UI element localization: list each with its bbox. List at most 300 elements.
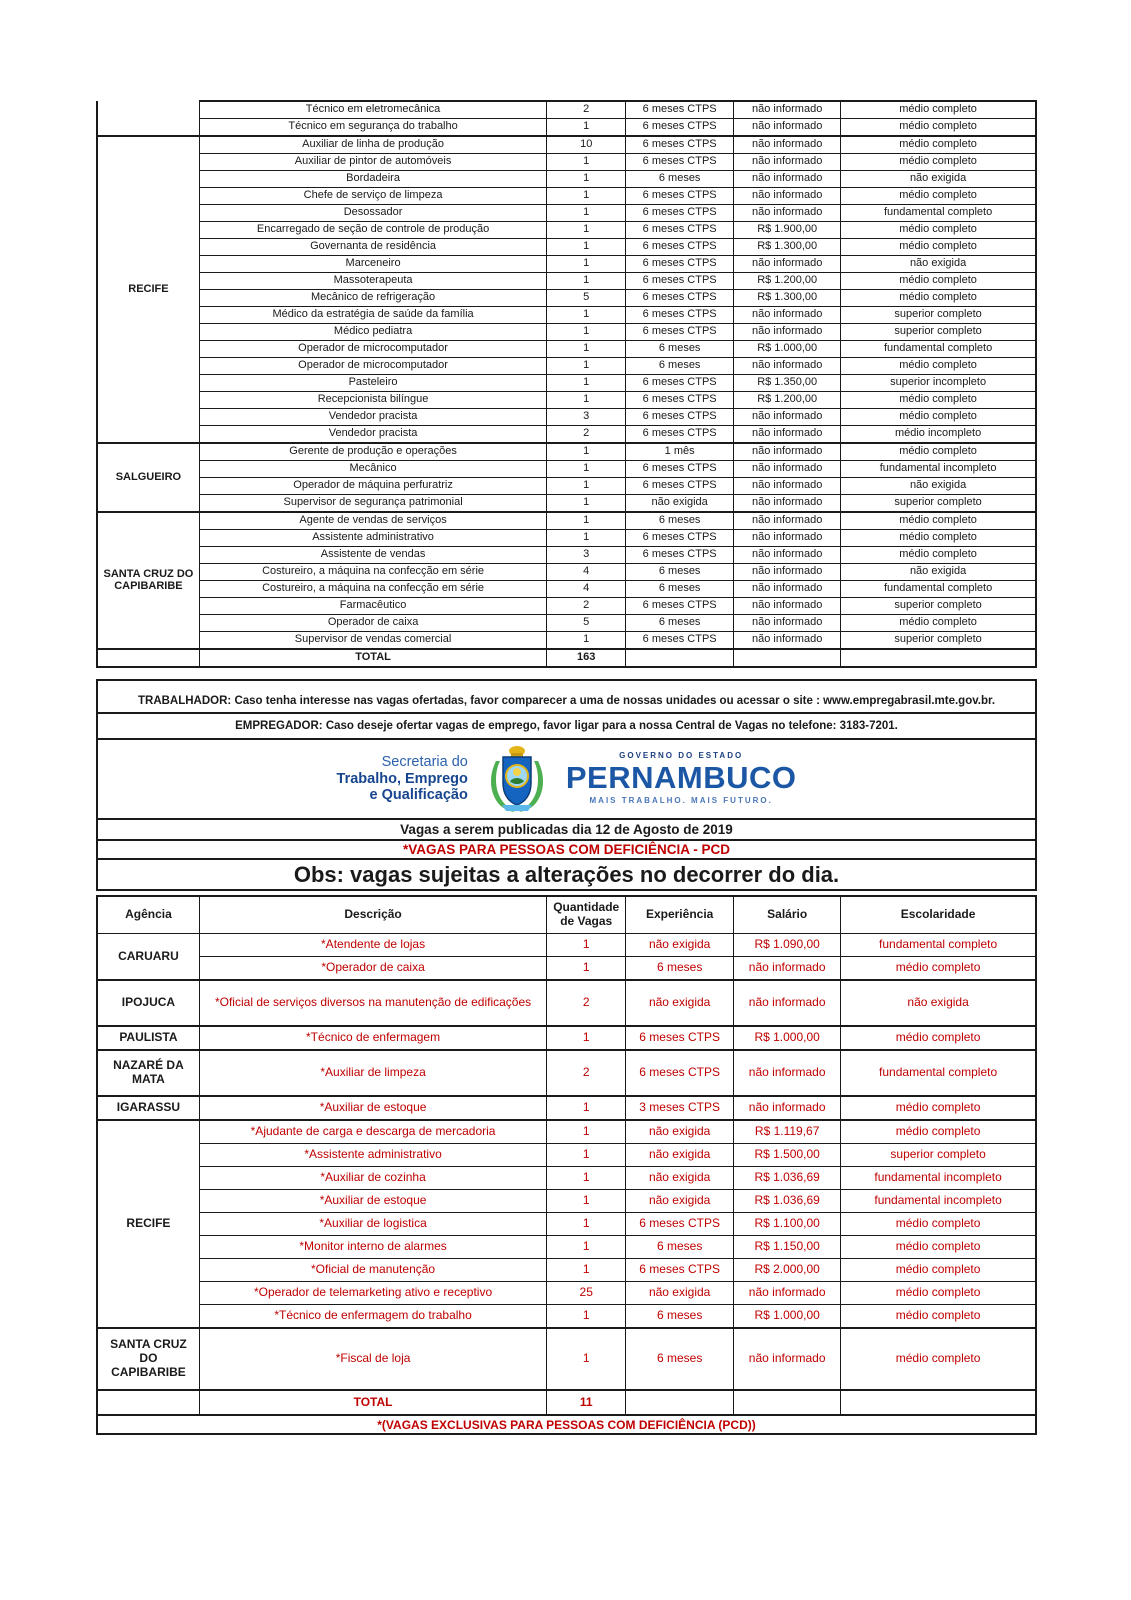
experience-cell: 6 meses — [626, 564, 734, 581]
education-cell: não exigida — [841, 478, 1036, 495]
salary-cell: não informado — [734, 256, 841, 273]
secretaria-line3: e Qualificação — [369, 787, 468, 804]
experience-cell: 6 meses — [626, 581, 734, 598]
experience-cell: 6 meses CTPS — [626, 426, 734, 444]
header-escolaridade: Escolaridade — [841, 896, 1036, 934]
quantity-cell: 1 — [547, 957, 626, 981]
salary-cell: não informado — [734, 530, 841, 547]
table-row — [97, 409, 1036, 426]
description-cell: Massoterapeuta — [199, 273, 546, 290]
quantity-cell: 1 — [547, 1305, 626, 1329]
table-row — [97, 478, 1036, 495]
description-cell: Médico pediatra — [199, 324, 546, 341]
description-cell: Recepcionista bilíngue — [199, 392, 546, 409]
experience-cell: 6 meses CTPS — [626, 324, 734, 341]
table-row — [97, 256, 1036, 273]
education-cell: não exigida — [841, 256, 1036, 273]
secretaria-line2: Trabalho, Emprego — [336, 770, 468, 787]
experience-cell: não exigida — [626, 1282, 734, 1305]
table-row — [97, 1328, 1036, 1390]
salary-cell: não informado — [734, 119, 841, 137]
quantity-cell: 1 — [547, 375, 626, 392]
quantity-cell: 3 — [547, 409, 626, 426]
salary-cell: R$ 1.119,67 — [734, 1120, 841, 1144]
education-cell: fundamental completo — [841, 934, 1036, 957]
total-value-cell: 11 — [547, 1390, 626, 1415]
salary-cell: R$ 1.900,00 — [734, 222, 841, 239]
employer-note — [96, 712, 1037, 740]
quantity-cell: 1 — [547, 358, 626, 375]
total-value-cell: 163 — [547, 649, 626, 667]
table-row — [97, 205, 1036, 222]
education-cell: fundamental incompleto — [841, 1190, 1036, 1213]
agency-cell: SALGUEIRO — [97, 443, 199, 512]
quantity-cell: 10 — [547, 136, 626, 154]
table-row — [97, 426, 1036, 444]
salary-cell: não informado — [734, 957, 841, 981]
salary-cell: não informado — [734, 980, 841, 1026]
education-cell — [841, 1390, 1036, 1415]
header-quantidade: Quantidade de Vagas — [547, 896, 626, 934]
salary-cell: R$ 1.000,00 — [734, 341, 841, 358]
table-row — [97, 239, 1036, 256]
table-row — [97, 564, 1036, 581]
quantity-cell: 3 — [547, 547, 626, 564]
experience-cell: não exigida — [626, 1144, 734, 1167]
quantity-cell: 25 — [547, 1282, 626, 1305]
quantity-cell: 1 — [547, 188, 626, 205]
governo-wordmark — [566, 752, 797, 806]
agency-cell: IPOJUCA — [97, 980, 199, 1026]
education-cell: superior completo — [841, 495, 1036, 513]
salary-cell: não informado — [734, 581, 841, 598]
table-row — [97, 581, 1036, 598]
table-row — [97, 598, 1036, 615]
education-cell: médio completo — [841, 1096, 1036, 1120]
experience-cell: 6 meses — [626, 1328, 734, 1390]
quantity-cell: 5 — [547, 615, 626, 632]
experience-cell: 6 meses CTPS — [626, 632, 734, 650]
pernambuco-label: PERNAMBUCO — [565, 759, 797, 795]
description-cell: Vendedor pracista — [199, 426, 546, 444]
description-cell: Auxiliar de pintor de automóveis — [199, 154, 546, 171]
salary-cell: não informado — [734, 1282, 841, 1305]
table-row — [97, 1282, 1036, 1305]
pcd-title-banner: *VAGAS PARA PESSOAS COM DEFICIÊNCIA - PCD — [96, 839, 1037, 860]
quantity-cell: 1 — [547, 324, 626, 341]
salary-cell: R$ 1.000,00 — [734, 1026, 841, 1050]
education-cell: superior completo — [841, 598, 1036, 615]
salary-cell: não informado — [734, 188, 841, 205]
description-cell: *Auxiliar de estoque — [199, 1190, 546, 1213]
description-cell: Operador de máquina perfuratriz — [199, 478, 546, 495]
salary-cell: não informado — [734, 426, 841, 444]
education-cell: médio completo — [841, 1236, 1036, 1259]
table-row — [97, 307, 1036, 324]
experience-cell: 6 meses CTPS — [626, 547, 734, 564]
experience-cell: 6 meses — [626, 615, 734, 632]
worker-note — [96, 679, 1037, 714]
quantity-cell: 1 — [547, 461, 626, 478]
salary-cell: não informado — [734, 598, 841, 615]
salary-cell: não informado — [734, 1050, 841, 1096]
experience-cell: 6 meses CTPS — [626, 101, 734, 119]
total-label-cell: TOTAL — [199, 1390, 546, 1415]
salary-cell: não informado — [734, 324, 841, 341]
quantity-cell: 2 — [547, 426, 626, 444]
description-cell: *Operador de telemarketing ativo e receptivo — [199, 1282, 546, 1305]
description-cell: *Assistente administrativo — [199, 1144, 546, 1167]
employer-note-text: EMPREGADOR: Caso deseje ofertar vagas de emprego, favor ligar para a nossa Central de Vagas no telefone: 3183-7201. — [235, 720, 898, 732]
agency-cell — [97, 1390, 199, 1415]
salary-cell: R$ 1.036,69 — [734, 1190, 841, 1213]
salary-cell: não informado — [734, 136, 841, 154]
salary-cell: não informado — [734, 1328, 841, 1390]
experience-cell: 6 meses CTPS — [626, 256, 734, 273]
education-cell: médio completo — [841, 409, 1036, 426]
salary-cell: não informado — [734, 443, 841, 461]
salary-cell: não informado — [734, 495, 841, 513]
quantity-cell: 4 — [547, 581, 626, 598]
education-cell: não exigida — [841, 980, 1036, 1026]
secretaria-line1: Secretaria do — [381, 753, 468, 770]
quantity-cell: 1 — [547, 1096, 626, 1120]
obs-banner: Obs: vagas sujeitas a alterações no decorrer do dia. — [96, 858, 1037, 891]
experience-cell: 6 meses CTPS — [626, 273, 734, 290]
quantity-cell: 1 — [547, 1259, 626, 1282]
experience-cell: 6 meses CTPS — [626, 530, 734, 547]
table-row — [97, 341, 1036, 358]
table-row — [97, 512, 1036, 530]
description-cell: Operador de microcomputador — [199, 341, 546, 358]
total-row — [97, 1390, 1036, 1415]
secretaria-wordmark — [337, 754, 468, 804]
quantity-cell: 1 — [547, 307, 626, 324]
quantity-cell: 1 — [547, 495, 626, 513]
education-cell: superior completo — [841, 632, 1036, 650]
salary-cell: R$ 1.100,00 — [734, 1213, 841, 1236]
description-cell: Desossador — [199, 205, 546, 222]
education-cell: médio completo — [841, 443, 1036, 461]
salary-cell: R$ 1.200,00 — [734, 392, 841, 409]
table-row — [97, 324, 1036, 341]
education-cell: médio completo — [841, 1213, 1036, 1236]
experience-cell: não exigida — [626, 1167, 734, 1190]
quantity-cell: 1 — [547, 1213, 626, 1236]
header-salario: Salário — [734, 896, 841, 934]
experience-cell: 6 meses CTPS — [626, 119, 734, 137]
experience-cell: 6 meses — [626, 512, 734, 530]
description-cell: *Técnico de enfermagem do trabalho — [199, 1305, 546, 1329]
quantity-cell: 1 — [547, 392, 626, 409]
table-row — [97, 1120, 1036, 1144]
logo-section — [96, 738, 1037, 820]
pcd-table-header — [97, 896, 1036, 934]
description-cell: *Ajudante de carga e descarga de mercadoria — [199, 1120, 546, 1144]
education-cell: médio completo — [841, 512, 1036, 530]
quantity-cell: 1 — [547, 530, 626, 547]
table-row — [97, 1144, 1036, 1167]
description-cell: Encarregado de seção de controle de produção — [199, 222, 546, 239]
description-cell: Mecânico — [199, 461, 546, 478]
quantity-cell: 1 — [547, 222, 626, 239]
description-cell: *Operador de caixa — [199, 957, 546, 981]
table-row — [97, 1096, 1036, 1120]
quantity-cell: 1 — [547, 1167, 626, 1190]
experience-cell: 6 meses CTPS — [626, 461, 734, 478]
quantity-cell: 1 — [547, 1328, 626, 1390]
table-row — [97, 375, 1036, 392]
experience-cell: 6 meses CTPS — [626, 154, 734, 171]
description-cell: Vendedor pracista — [199, 409, 546, 426]
salary-cell: R$ 1.500,00 — [734, 1144, 841, 1167]
education-cell: médio completo — [841, 1120, 1036, 1144]
education-cell: não exigida — [841, 171, 1036, 188]
table-row — [97, 290, 1036, 307]
education-cell: médio completo — [841, 1282, 1036, 1305]
table-row — [97, 1026, 1036, 1050]
tagline-label: MAIS TRABALHO. MAIS FUTURO. — [589, 796, 773, 806]
education-cell: médio completo — [841, 136, 1036, 154]
description-cell: Bordadeira — [199, 171, 546, 188]
salary-cell: não informado — [734, 547, 841, 564]
experience-cell: não exigida — [626, 980, 734, 1026]
experience-cell: 6 meses — [626, 957, 734, 981]
salary-cell: R$ 1.300,00 — [734, 290, 841, 307]
description-cell: Operador de microcomputador — [199, 358, 546, 375]
header-descricao: Descrição — [199, 896, 546, 934]
description-cell: Marceneiro — [199, 256, 546, 273]
experience-cell: 6 meses CTPS — [626, 136, 734, 154]
education-cell: não exigida — [841, 564, 1036, 581]
salary-cell: R$ 1.150,00 — [734, 1236, 841, 1259]
salary-cell — [734, 1390, 841, 1415]
agency-cell: SANTA CRUZ DO CAPIBARIBE — [97, 1328, 199, 1390]
table-row — [97, 934, 1036, 957]
table-row — [97, 154, 1036, 171]
education-cell: médio incompleto — [841, 426, 1036, 444]
quantity-cell: 1 — [547, 1190, 626, 1213]
total-label-cell: TOTAL — [199, 649, 546, 667]
quantity-cell: 1 — [547, 443, 626, 461]
table-row — [97, 1167, 1036, 1190]
header-experiencia: Experiência — [626, 896, 734, 934]
worker-note-text: TRABALHADOR: Caso tenha interesse nas vagas ofertadas, favor comparecer a uma de nossas unidades ou acessar o site : www.empregabrasil.mte.gov.br. — [137, 695, 996, 707]
salary-cell: não informado — [734, 512, 841, 530]
experience-cell: 6 meses CTPS — [626, 205, 734, 222]
quantity-cell: 5 — [547, 290, 626, 307]
education-cell: fundamental completo — [841, 1050, 1036, 1096]
salary-cell: não informado — [734, 632, 841, 650]
education-cell: superior completo — [841, 324, 1036, 341]
experience-cell: 6 meses CTPS — [626, 307, 734, 324]
description-cell: Farmacêutico — [199, 598, 546, 615]
education-cell: médio completo — [841, 358, 1036, 375]
education-cell: médio completo — [841, 1026, 1036, 1050]
experience-cell: 6 meses CTPS — [626, 222, 734, 239]
table-row — [97, 443, 1036, 461]
description-cell: *Fiscal de loja — [199, 1328, 546, 1390]
description-cell: Governanta de residência — [199, 239, 546, 256]
experience-cell: 6 meses — [626, 1236, 734, 1259]
table-row — [97, 632, 1036, 650]
salary-cell — [734, 649, 841, 667]
education-cell: médio completo — [841, 290, 1036, 307]
description-cell: *Técnico de enfermagem — [199, 1026, 546, 1050]
table-row — [97, 1259, 1036, 1282]
publish-date-banner: Vagas a serem publicadas dia 12 de Agosto de 2019 — [96, 818, 1037, 841]
description-cell: Costureiro, a máquina na confecção em série — [199, 581, 546, 598]
quantity-cell: 2 — [547, 101, 626, 119]
education-cell: médio completo — [841, 1305, 1036, 1329]
agency-cell — [97, 649, 199, 667]
experience-cell: 6 meses CTPS — [626, 409, 734, 426]
education-cell: médio completo — [841, 615, 1036, 632]
table-row — [97, 222, 1036, 239]
agency-cell: RECIFE — [97, 136, 199, 443]
agency-cell: RECIFE — [97, 1120, 199, 1328]
description-cell: *Oficial de manutenção — [199, 1259, 546, 1282]
experience-cell: 6 meses CTPS — [626, 392, 734, 409]
salary-cell: não informado — [734, 307, 841, 324]
description-cell: Mecânico de refrigeração — [199, 290, 546, 307]
description-cell: Supervisor de segurança patrimonial — [199, 495, 546, 513]
experience-cell: 3 meses CTPS — [626, 1096, 734, 1120]
education-cell: médio completo — [841, 188, 1036, 205]
table-row — [97, 136, 1036, 154]
quantity-cell: 2 — [547, 598, 626, 615]
quantity-cell: 1 — [547, 273, 626, 290]
table-row — [97, 171, 1036, 188]
table-row — [97, 495, 1036, 513]
salary-cell: não informado — [734, 1096, 841, 1120]
header-agencia: Agência — [97, 896, 199, 934]
salary-cell: não informado — [734, 358, 841, 375]
quantity-cell: 1 — [547, 1120, 626, 1144]
experience-cell: 6 meses CTPS — [626, 188, 734, 205]
description-cell: *Auxiliar de logistica — [199, 1213, 546, 1236]
agency-cell — [97, 101, 199, 136]
document-content — [96, 100, 1037, 1435]
description-cell: *Oficial de serviços diversos na manutenção de edificações — [199, 980, 546, 1026]
experience-cell: 6 meses CTPS — [626, 1026, 734, 1050]
education-cell: superior completo — [841, 307, 1036, 324]
salary-cell: R$ 1.350,00 — [734, 375, 841, 392]
education-cell: fundamental completo — [841, 205, 1036, 222]
experience-cell: 6 meses CTPS — [626, 1259, 734, 1282]
experience-cell: 6 meses CTPS — [626, 1050, 734, 1096]
description-cell: Médico da estratégia de saúde da família — [199, 307, 546, 324]
description-cell: *Auxiliar de estoque — [199, 1096, 546, 1120]
education-cell: superior completo — [841, 1144, 1036, 1167]
experience-cell: 6 meses CTPS — [626, 1213, 734, 1236]
education-cell: fundamental completo — [841, 341, 1036, 358]
table-row — [97, 615, 1036, 632]
description-cell: Técnico em segurança do trabalho — [199, 119, 546, 137]
quantity-cell: 1 — [547, 632, 626, 650]
education-cell: médio completo — [841, 239, 1036, 256]
table-row — [97, 101, 1036, 119]
description-cell: Técnico em eletromecânica — [199, 101, 546, 119]
education-cell: fundamental completo — [841, 581, 1036, 598]
education-cell: médio completo — [841, 530, 1036, 547]
table-row — [97, 273, 1036, 290]
table-row — [97, 1213, 1036, 1236]
pernambuco-coat-of-arms-icon — [488, 743, 546, 815]
table-row — [97, 1305, 1036, 1329]
table-row — [97, 188, 1036, 205]
agency-cell: CARUARU — [97, 934, 199, 981]
total-row — [97, 649, 1036, 667]
table-row — [97, 1050, 1036, 1096]
table-row — [97, 1236, 1036, 1259]
quantity-cell: 1 — [547, 205, 626, 222]
salary-cell: não informado — [734, 154, 841, 171]
table-row — [97, 1190, 1036, 1213]
education-cell: médio completo — [841, 547, 1036, 564]
table-row — [97, 358, 1036, 375]
table-row — [97, 530, 1036, 547]
agency-cell: PAULISTA — [97, 1026, 199, 1050]
salary-cell: não informado — [734, 409, 841, 426]
description-cell: Costureiro, a máquina na confecção em série — [199, 564, 546, 581]
quantity-cell: 1 — [547, 934, 626, 957]
quantity-cell: 1 — [547, 1236, 626, 1259]
education-cell: médio completo — [841, 957, 1036, 981]
quantity-cell: 1 — [547, 171, 626, 188]
education-cell: fundamental incompleto — [841, 1167, 1036, 1190]
salary-cell: não informado — [734, 564, 841, 581]
quantity-cell: 1 — [547, 1144, 626, 1167]
table-row — [97, 957, 1036, 981]
education-cell: médio completo — [841, 273, 1036, 290]
experience-cell: 6 meses CTPS — [626, 375, 734, 392]
education-cell: superior incompleto — [841, 375, 1036, 392]
salary-cell: R$ 1.000,00 — [734, 1305, 841, 1329]
quantity-cell: 1 — [547, 341, 626, 358]
agency-cell: IGARASSU — [97, 1096, 199, 1120]
description-cell: Supervisor de vendas comercial — [199, 632, 546, 650]
quantity-cell: 1 — [547, 256, 626, 273]
description-cell: *Monitor interno de alarmes — [199, 1236, 546, 1259]
experience-cell: 6 meses — [626, 341, 734, 358]
salary-cell: R$ 1.036,69 — [734, 1167, 841, 1190]
description-cell: *Auxiliar de limpeza — [199, 1050, 546, 1096]
experience-cell: não exigida — [626, 1190, 734, 1213]
description-cell: Pasteleiro — [199, 375, 546, 392]
experience-cell: 6 meses — [626, 1305, 734, 1329]
description-cell: *Atendente de lojas — [199, 934, 546, 957]
agency-cell: SANTA CRUZ DO CAPIBARIBE — [97, 512, 199, 649]
salary-cell: não informado — [734, 101, 841, 119]
agency-cell: NAZARÉ DA MATA — [97, 1050, 199, 1096]
table-row — [97, 980, 1036, 1026]
education-cell: médio completo — [841, 1259, 1036, 1282]
experience-cell — [626, 1390, 734, 1415]
experience-cell: não exigida — [626, 1120, 734, 1144]
governo-do-estado-label: GOVERNO DO ESTADO — [619, 751, 744, 761]
salary-cell: não informado — [734, 615, 841, 632]
general-vacancies-table-body — [97, 101, 1036, 667]
table-row — [97, 392, 1036, 409]
quantity-cell: 1 — [547, 239, 626, 256]
experience-cell: 6 meses CTPS — [626, 478, 734, 495]
quantity-cell: 1 — [547, 154, 626, 171]
pcd-table-body — [97, 934, 1036, 1416]
experience-cell: 6 meses — [626, 358, 734, 375]
education-cell: fundamental incompleto — [841, 461, 1036, 478]
general-vacancies-table — [96, 100, 1037, 668]
